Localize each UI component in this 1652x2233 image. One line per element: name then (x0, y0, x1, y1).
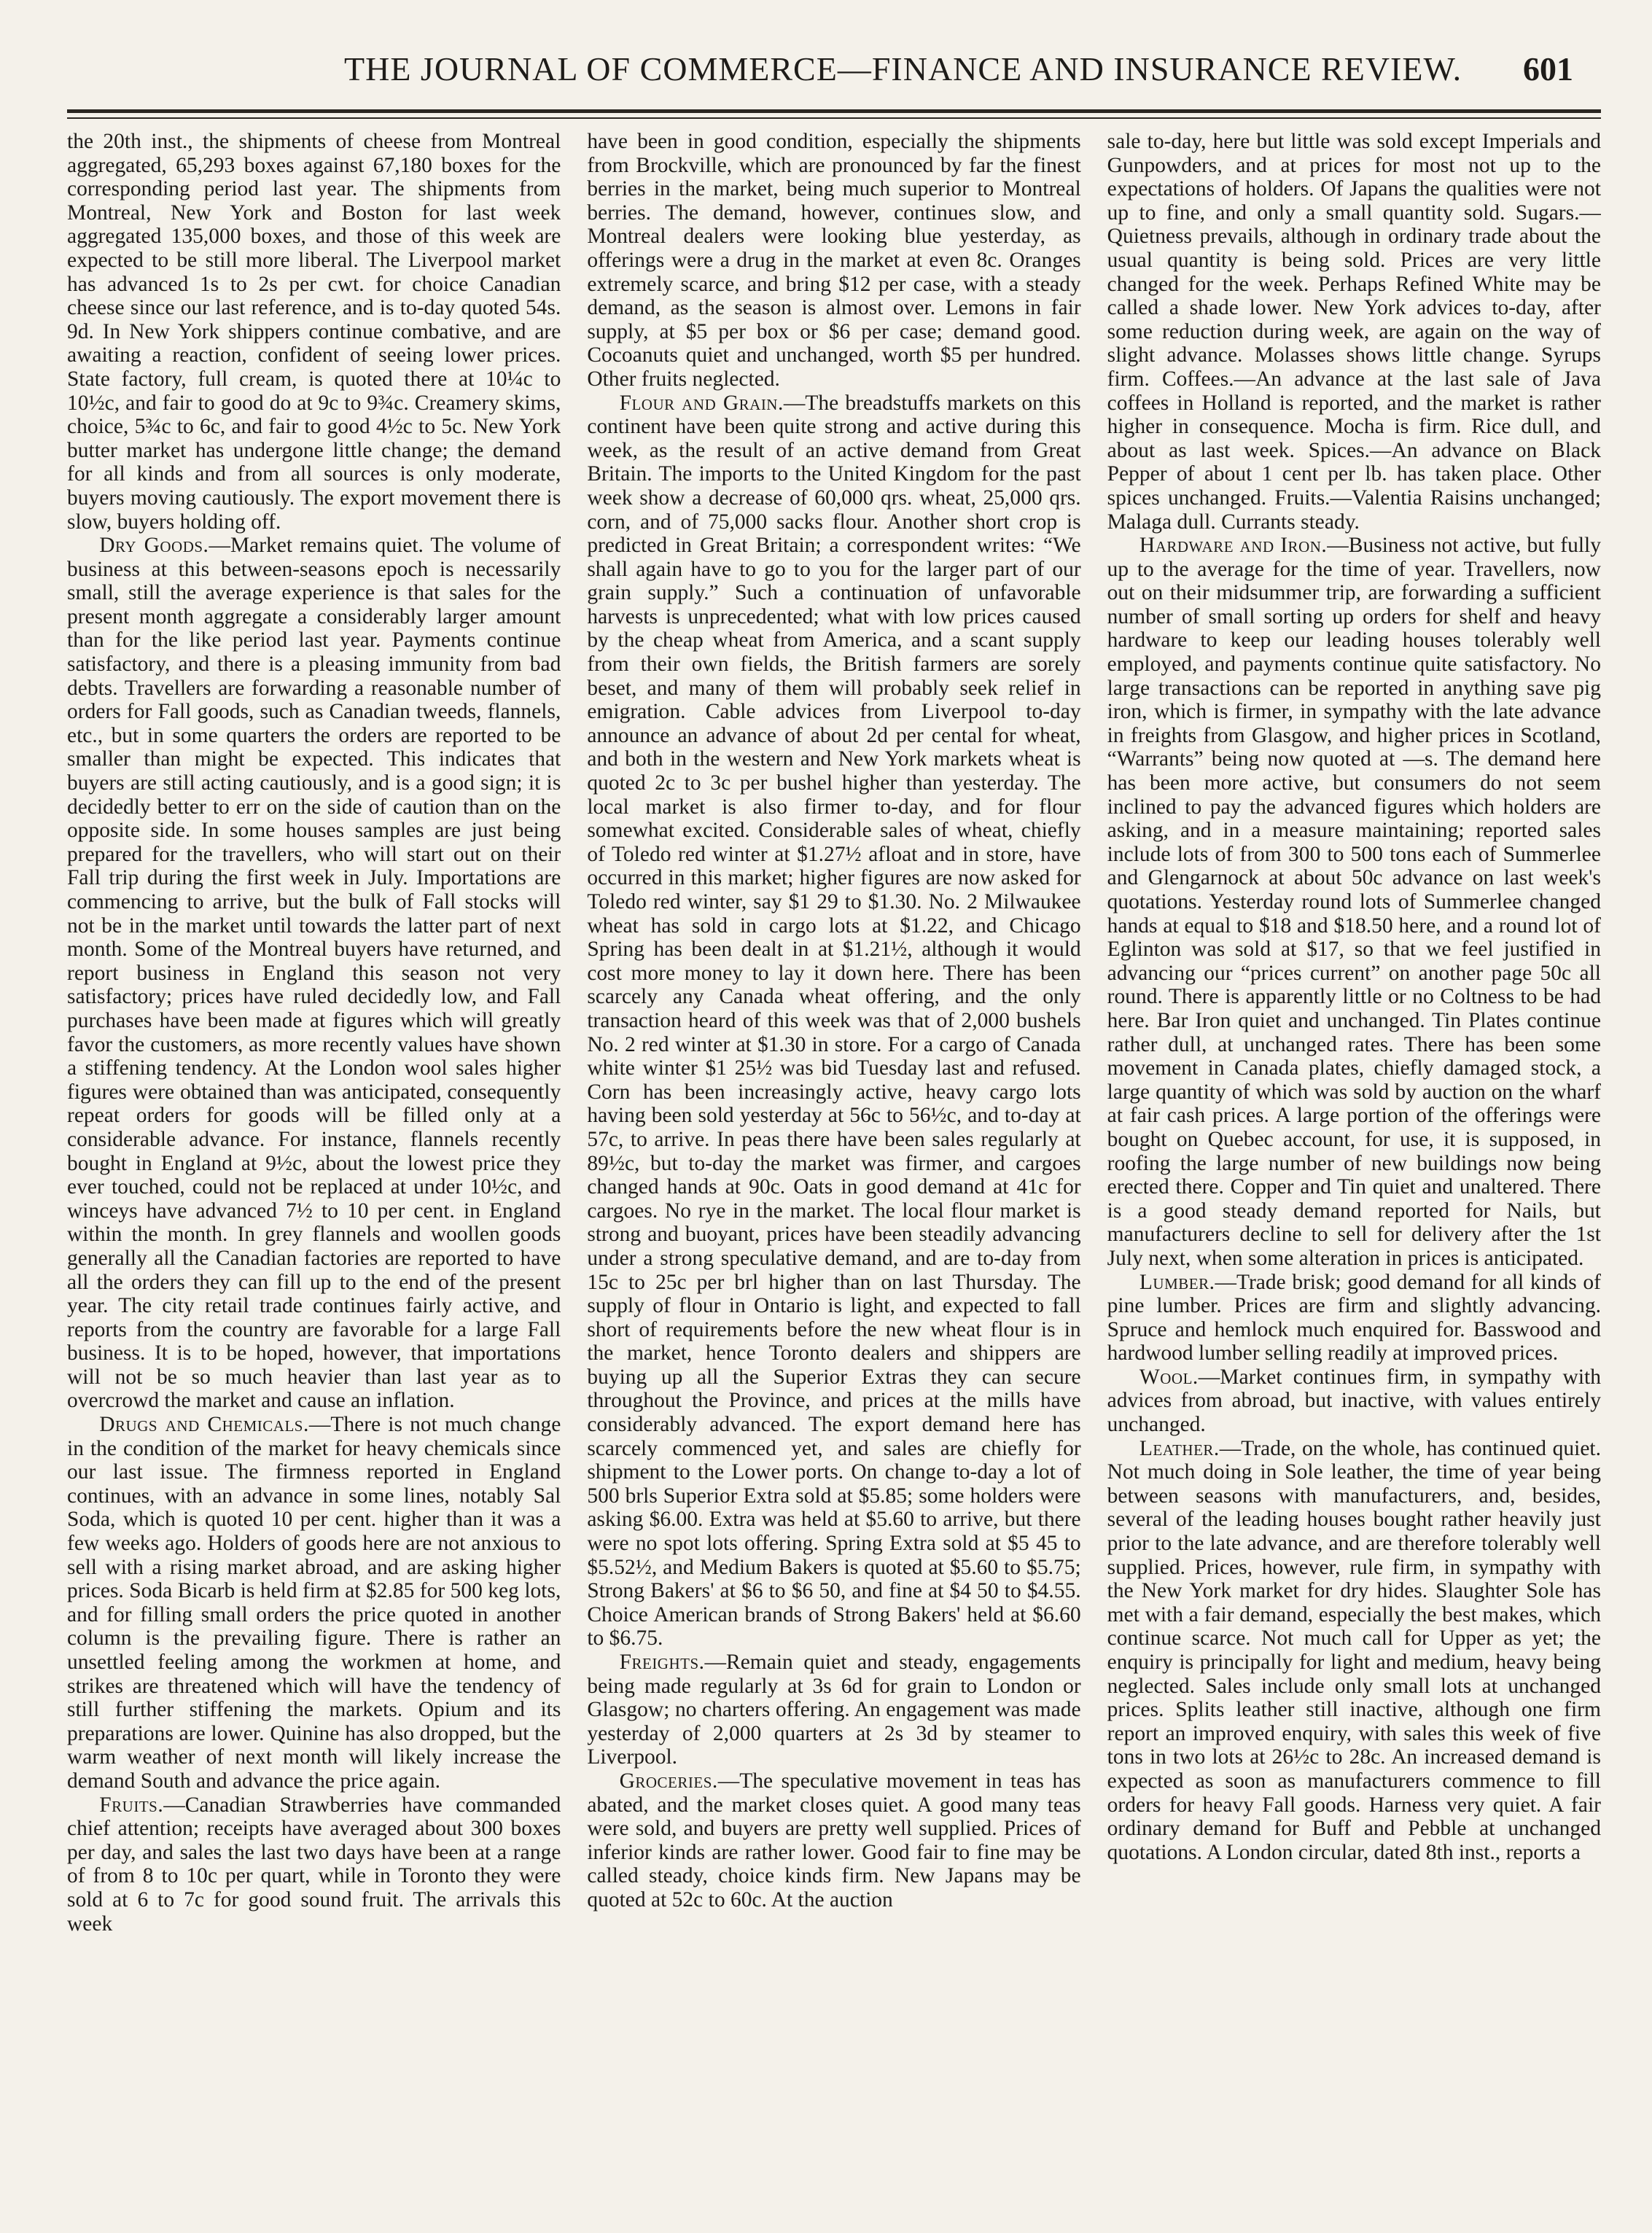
article-columns (67, 130, 1601, 2200)
section-heading: Wool. (1139, 1365, 1199, 1389)
column-1 (67, 130, 561, 2200)
market-section (587, 391, 1080, 1651)
continued-text (1107, 130, 1601, 534)
market-section (1107, 1271, 1601, 1365)
section-body: sale to-day, here but little was sold except Imperials and Gunpowders, and at prices for most not up to the expectations of holders. Of Japans the qualities were not up to fine, and only a small quantity sold. Sugars.—Quietness prevails, although in ordinary trade about the usual quantity is being sold. Prices are very little changed for the week. Perhaps Refined White may be called a shade lower. New York advices to-day, after some reduction during week, are again on the way of slight advance. Molasses shows little change. Syrups firm. Coffees.—An advance at the last sale of Java coffees in Holland is reported, and the market is rather higher in consequence. Mocha is firm. Rice dull, and about as last week. Spices.—An advance on Black Pepper of about 1 cent per lb. has taken place. Other spices unchanged. Fruits.—Valentia Raisins unchanged; Malaga dull. Currants steady. (1107, 130, 1601, 534)
section-heading: Freights. (619, 1651, 705, 1674)
market-section (1107, 1437, 1601, 1865)
section-body: —The speculative movement in teas has abated, and the market closes quiet. A good many teas were sold, and buyers are pretty well supplied. Prices of inferior kinds are rather lower. Good fair to fine may be called steady, choice kinds firm. New Japans may be quoted at 52c to 60c. At the auction (587, 1769, 1081, 1912)
header-rule-thin (67, 117, 1601, 119)
column-3 (1107, 130, 1601, 2200)
market-section (1107, 1365, 1601, 1437)
section-heading: Leather. (1139, 1436, 1220, 1460)
section-heading: Hardware and Iron. (1139, 534, 1328, 558)
market-section (1107, 534, 1601, 1270)
continued-text (67, 130, 561, 534)
section-body: —Market continues firm, in sympathy with advices from abroad, but inactive, with values entirely unchanged. (1107, 1365, 1601, 1437)
section-body: the 20th inst., the shipments of cheese from Montreal aggregated, 65,293 boxes against 67,180 boxes for the corresponding period last year. The shipments from Montreal, New York and Boston for last week aggregated 135,000 boxes, and those of this week are expected to be still more liberal. The Liverpool market has advanced 1s to 2s per cwt. for choice Canadian cheese since our last reference, and is to-day quoted 54s. 9d. In New York shippers continue combative, and are awaiting a reaction, confident of seeing lower prices. State factory, full cream, is quoted there at 10¼c to 10½c, and fair to good do at 9c to 9¾c. Creamery skims, choice, 5¾c to 6c, and fair to good 4½c to 5c. New York butter market has undergone little change; the demand for all kinds and from all sources is only moderate, buyers moving cautiously. The export movement there is slow, buyers holding off. (67, 130, 561, 534)
market-section (67, 1413, 561, 1793)
page-number: 601 (1523, 50, 1573, 87)
section-body: have been in good condition, especially the shipments from Brockville, which are pronounced by far the finest berries in the market, being much superior to Montreal berries. The demand, however, continues slow, and Montreal dealers were looking blue yesterday, as offerings were a drug in the market at even 8c. Oranges extremely scarce, and bring $12 per case, with a steady demand, as the season is almost over. Lemons in fair supply, at $5 per box or $6 per case; demand good. Cocoanuts quiet and unchanged, worth $5 per hundred. Other fruits neglected. (587, 130, 1081, 391)
section-body: —There is not much change in the condition of the market for heavy chemicals since our last issue. The firmness reported in England continues, with an advance in some lines, notably Sal Soda, which is quoted 10 per cent. higher than it was a few weeks ago. Holders of goods here are not anxious to sell with a rising market abroad, and are asking higher prices. Soda Bicarb is held firm at $2.85 for 500 keg lots, and for filling small orders the price quoted in another column is the prevailing figure. There is rather an unsettled feeling among the workmen at home, and strikes are threatened which will have the tendency of still further stiffening the markets. Opium and its preparations are lower. Quinine has also dropped, but the warm weather of next month will likely increase the demand South and advance the price again. (67, 1413, 561, 1793)
market-section (587, 1769, 1080, 1912)
header-rule-thick (67, 109, 1601, 113)
section-body: —Trade, on the whole, has continued quiet. Not much doing in Sole leather, the time of year being between seasons with manufacturers, and, besides, several of the leading houses bought rather heavily just prior to the late advance, and are therefore tolerably well supplied. Prices, however, rule firm, in sympathy with the New York market for dry hides. Slaughter Sole has met with a fair demand, especially the best makes, which continue scarce. Not much call for Upper as yet; the enquiry is principally for light and medium, heavy being neglected. Sales include only small lots at unchanged prices. Splits leather still inactive, although one firm report an improved enquiry, with sales this week of five tons in two lots at 26½c to 28c. An increased demand is expected as soon as manufacturers commence to fill orders for heavy Fall goods. Harness very quiet. A fair ordinary demand for Buff and Pebble at unchanged quotations. A London circular, dated 8th inst., reports a (1107, 1436, 1601, 1864)
continued-text (587, 130, 1080, 391)
section-body: —Remain quiet and steady, engagements being made regularly at 3s 6d for grain to London or Glasgow; no charters offering. An engagement was made yesterday of 2,000 quarters at 2s 3d by steamer to Liverpool. (587, 1651, 1081, 1769)
section-heading: Lumber. (1139, 1270, 1215, 1294)
section-heading: Groceries. (619, 1769, 718, 1793)
section-body: —Business not active, but fully up to the average for the time of year. Travellers, now out on their midsummer trip, are forwarding a sufficient number of small sorting up orders for shelf and heavy hardware to keep our leading houses tolerably well employed, and payments continue quite satisfactory. No large transactions can be reported in anything save pig iron, which is firmer, in sympathy with the late advance in freights from Glasgow, and higher prices in Scotland, “Warrants” being now quoted at —s. The demand here has been more active, but consumers do not seem inclined to pay the advanced figures which holders are asking, and in a measure maintaining; reported sales include lots of from 300 to 500 tons each of Summerlee and Glengarnock at about 50c advance on last week's quotations. Yesterday round lots of Summerlee changed hands at equal to $18 and $18.50 here, and a round lot of Eglinton was sold at $17, so that we feel justified in advancing our “prices current” on another page 50c all round. There is apparently little or no Coltness to be had here. Bar Iron quiet and unchanged. Tin Plates continue rather dull, at unchanged rates. There has been some movement in Canada plates, chiefly damaged stock, a large quantity of which was sold by auction on the wharf at fair cash prices. A large portion of the offerings were bought on Quebec account, for use, it is supposed, in roofing the large number of new buildings now being erected there. Copper and Tin quiet and unaltered. There is a good steady demand reported for Nails, but manufacturers decline to sell for delivery after the 1st July next, when some alteration in prices is anticipated. (1107, 534, 1601, 1270)
section-heading: Fruits. (99, 1793, 164, 1817)
market-section (587, 1651, 1080, 1769)
section-heading: Flour and Grain. (619, 391, 784, 415)
section-heading: Dry Goods. (99, 534, 209, 558)
market-section (67, 534, 561, 1413)
section-body: —Canadian Strawberries have commanded chief attention; receipts have averaged about 300 boxes per day, and sales the last two days have been at a range of from 8 to 10c per quart, while in Toronto they were sold at 6 to 7c for good sound fruit. The arrivals this week (67, 1793, 561, 1936)
section-body: —Trade brisk; good demand for all kinds of pine lumber. Prices are firm and slightly advancing. Spruce and hemlock much enquired for. Basswood and hardwood lumber selling readily at improved prices. (1107, 1270, 1601, 1365)
section-body: —Market remains quiet. The volume of business at this between-seasons epoch is necessarily small, still the average experience is that sales for the present month aggregate a considerably larger amount than for the like period last year. Payments continue satisfactory, and there is a pleasing immunity from bad debts. Travellers are forwarding a reasonable number of orders for Fall goods, such as Canadian tweeds, flannels, etc., but in some quarters the orders are reported to be smaller than might be expected. This indicates that buyers are still acting cautiously, and is a good sign; it is decidedly better to err on the side of caution than on the opposite side. In some houses samples are just being prepared for the travellers, who will start out on their Fall trip during the first week in July. Importations are commencing to arrive, but the bulk of Fall stocks will not be in the market until towards the latter part of next month. Some of the Montreal buyers have returned, and report business in England this season not very satisfactory; prices have ruled decidedly low, and Fall purchases have been made at figures which will greatly favor the customers, as more recently values have shown a stiffening tendency. At the London wool sales higher figures were obtained than was anticipated, consequently repeat orders for goods will be filled only at a considerable advance. For instance, flannels recently bought in England at 9½c, about the lowest price they ever touched, could not be replaced at under 10½c, and winceys have advanced 7½ to 10 per cent. in England within the month. In grey flannels and woollen goods generally all the Canadian factories are reported to have all the orders they can fill up to the end of the present year. The city retail trade continues fairly active, and reports from the country are favorable for a large Fall business. It is to be hoped, however, that importations will not be so much heavier than last year as to overcrowd the market and cause an inflation. (67, 534, 561, 1413)
running-title: THE JOURNAL OF COMMERCE—FINANCE AND INSURANCE REVIEW. (344, 50, 1462, 87)
section-heading: Drugs and Chemicals. (99, 1413, 309, 1437)
market-section (67, 1793, 561, 1936)
page-header (67, 42, 1601, 108)
column-2 (587, 130, 1080, 2200)
section-body: —The breadstuffs markets on this continent have been quite strong and active during this week, as the result of an active demand from Great Britain. The imports to the United Kingdom for the past week show a decrease of 60,000 qrs. wheat, 25,000 qrs. corn, and of 75,000 sacks flour. Another short crop is predicted in Great Britain; a correspondent writes: “We shall again have to go to you for the larger part of our grain supply.” Such a continuation of unfavorable harvests is unprecedented; what with low prices caused by the cheap wheat from America, and a scant supply from their own fields, the British farmers are sorely beset, and many of them will probably seek relief in emigration. Cable advices from Liverpool to-day announce an advance of about 2d per cental for wheat, and both in the western and New York markets wheat is quoted 2c to 3c per bushel higher than yesterday. The local market is also firmer to-day, and for flour somewhat excited. Considerable sales of wheat, chiefly of Toledo red winter at $1.27½ afloat and in store, have occurred in this market; higher figures are now asked for Toledo red winter, say $1 29 to $1.30. No. 2 Milwaukee wheat has sold in cargo lots at $1.22, and Chicago Spring has been dealt in at $1.21½, although it would cost more money to lay it down here. There has been scarcely any Canada wheat offering, and the only transaction heard of this week was that of 2,000 bushels No. 2 red winter at $1.30 in store. For a cargo of Canada white winter $1 25½ was bid Tuesday last and refused. Corn has been increasingly active, heavy cargo lots having been sold yesterday at 56c to 56½c, and to-day at 57c, to arrive. In peas there have been sales regularly at 89½c, but to-day the market was firmer, and cargoes changed hands at 90c. Oats in good demand at 41c for cargoes. No rye in the market. The local flour market is strong and buoyant, prices have been steadily advancing under a strong speculative demand, and are to-day from 15c to 25c per brl higher than on last Thursday. The supply of flour in Ontario is light, and expected to fall short of requirements before the new wheat flour is in the market, hence Toronto dealers and shippers are buying up all the Superior Extras they can secure throughout the Province, and prices at the mills have considerably advanced. The export demand here has scarcely commenced yet, and sales are chiefly for shipment to the Lower ports. On change to-day a lot of 500 brls Superior Extra sold at $5.85; some holders were asking $6.00. Extra was held at $5.60 to arrive, but there were no spot lots offering. Spring Extra sold at $5 45 to $5.52½, and Medium Bakers is quoted at $5.60 to $5.75; Strong Bakers' at $6 to $6 50, and fine at $4 50 to $4.55. Choice American brands of Strong Bakers' held at $6.60 to $6.75. (587, 391, 1081, 1651)
